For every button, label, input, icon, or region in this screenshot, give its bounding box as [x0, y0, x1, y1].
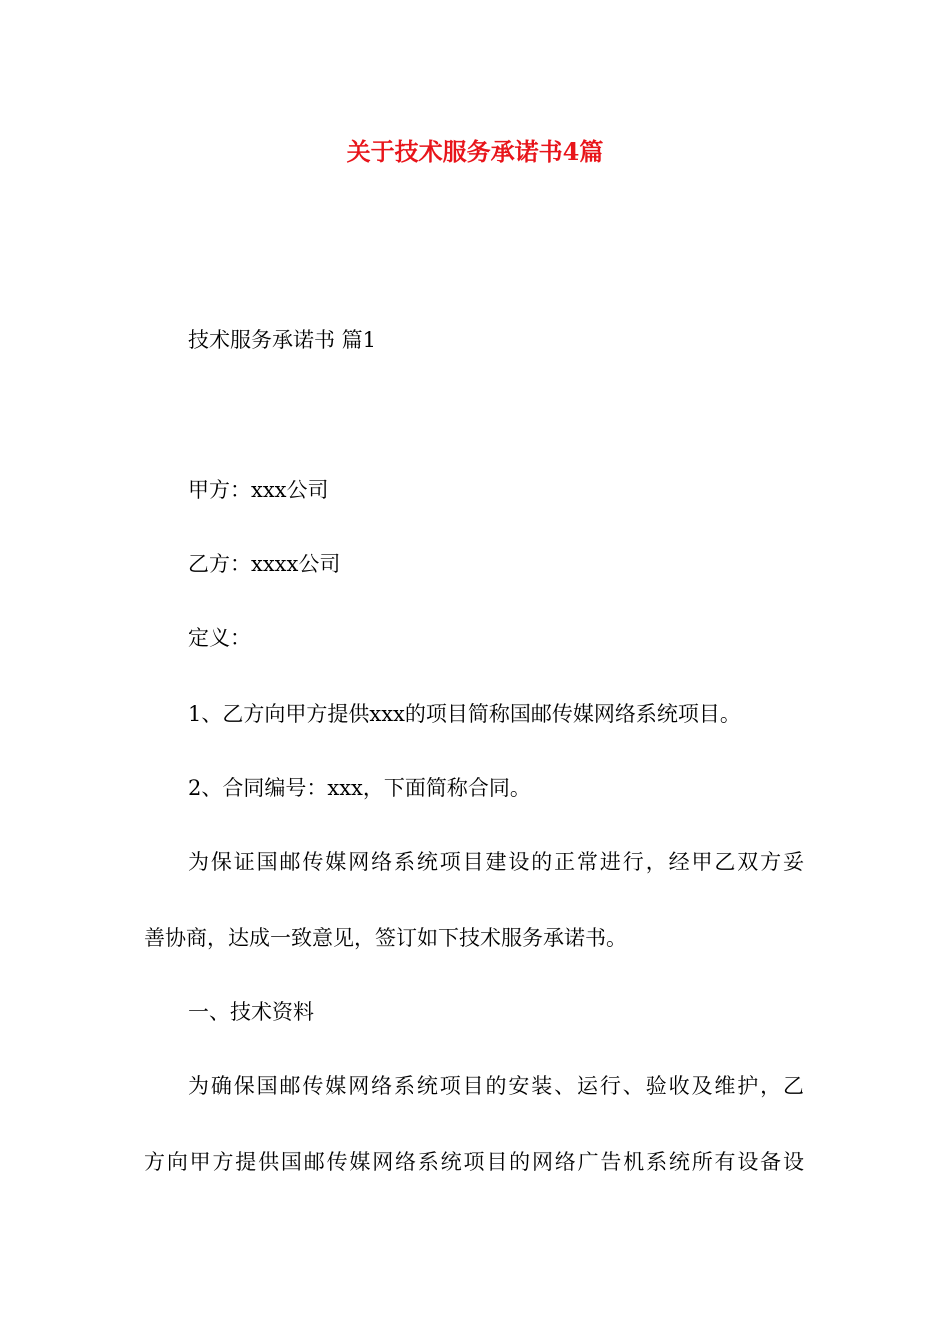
- clause-1-heading: 一、技术资料: [188, 1000, 314, 1024]
- paragraph-1-line-1: 为保证国邮传媒网络系统项目建设的正常进行，经甲乙双方妥: [188, 850, 804, 874]
- definition-label: 定义：: [188, 626, 251, 650]
- party-a-line: 甲方：xxx公司: [188, 478, 329, 502]
- paragraph-1-line-2: 善协商，达成一致意见，签订如下技术服务承诺书。: [144, 926, 627, 950]
- document-title: 关于技术服务承诺书4篇: [346, 137, 604, 166]
- party-b-line: 乙方：xxxx公司: [188, 552, 341, 576]
- definition-item-2: 2、合同编号：xxx，下面简称合同。: [188, 776, 531, 800]
- section-heading: 技术服务承诺书 篇1: [188, 328, 377, 352]
- paragraph-2-line-2: 方向甲方提供国邮传媒网络系统项目的网络广告机系统所有设备设: [144, 1150, 804, 1174]
- definition-item-1: 1、乙方向甲方提供xxx的项目简称国邮传媒网络系统项目。: [188, 702, 741, 726]
- paragraph-2-line-1: 为确保国邮传媒网络系统项目的安装、运行、验收及维护，乙: [188, 1074, 804, 1098]
